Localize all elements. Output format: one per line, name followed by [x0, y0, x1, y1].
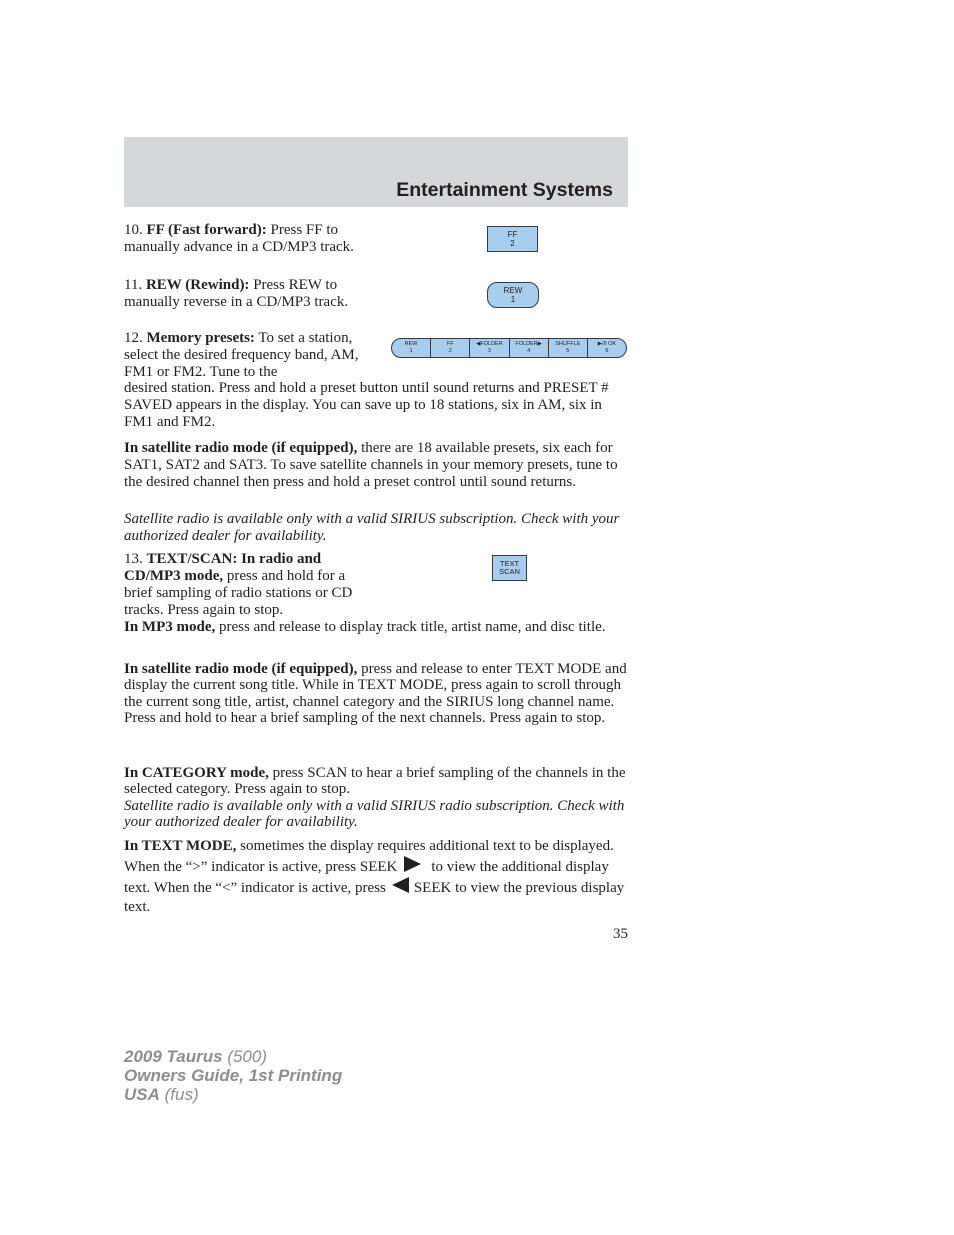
- preset-number: 6: [605, 348, 609, 354]
- sat-presets-paragraph: [124, 440, 627, 491]
- paragraph-lead: In MP3 mode,: [124, 619, 216, 635]
- paragraph-text: press and release to enter TEXT MODE and display the current song title. While in TEXT MODE, press again to scroll through the current song title, artist, channel category and the SIRIUS long channel name.: [124, 661, 627, 710]
- preset-number: 5: [566, 348, 570, 354]
- paragraph-text: press and release to display track title, artist name, and disc title.: [215, 619, 606, 635]
- preset-label: ▶/II OK: [597, 341, 617, 347]
- paragraph-lead: In satellite radio mode (if equipped),: [124, 440, 358, 456]
- footer-region-line: [124, 1085, 342, 1104]
- preset-cell: [430, 339, 469, 357]
- seek-back-icon: [392, 877, 409, 893]
- rew-button-label: REW: [503, 286, 523, 295]
- sat-subscription-note: Satellite radio is available only with a valid SIRIUS subscription. Check with your authorized dealer for availability.: [124, 511, 620, 544]
- item-number: 12.: [124, 330, 143, 346]
- footer-region: USA: [124, 1085, 160, 1104]
- item-term: FF (Fast forward):: [146, 222, 267, 238]
- paragraph-text: press SCAN to hear a brief sampling of the channels in the selected category. Press again to stop.: [124, 765, 626, 798]
- paragraph-lead: In satellite radio mode (if equipped),: [124, 661, 358, 677]
- rew-button-number: 1: [510, 295, 516, 304]
- paragraph-text: there are 18 available presets, six each for SAT1, SAT2 and SAT3. To save satellite channels in your memory presets, tune to the desired channel then press and hold a preset control until sound returns.: [124, 440, 618, 490]
- preset-number: 4: [527, 348, 531, 354]
- preset-label: ◀FOLDER: [476, 341, 503, 347]
- rew-button-icon: [487, 282, 539, 308]
- ff-button-label: FF: [507, 230, 518, 239]
- text-scan-label-top: TEXT: [499, 559, 520, 568]
- item-presets-continued: desired station. Press and hold a preset button until sound returns and PRESET # SAVED appears in the display. You can save up to 18 stations, six in AM, six in FM1 and FM2.: [124, 380, 609, 430]
- item-text: Press FF to manually advance in a CD/MP3 track.: [124, 222, 354, 255]
- footer-guide: Owners Guide, 1st Printing: [124, 1066, 343, 1085]
- text-scan-label-bottom: SCAN: [499, 567, 520, 576]
- preset-label: REW: [404, 341, 418, 347]
- preset-label: FOLDER▶: [515, 341, 542, 347]
- paragraph-text: sometimes the display requires additional text to be displayed. When the “>” indicator is active, press SEEK: [124, 838, 614, 875]
- item-ff-description: [124, 222, 374, 256]
- paragraph-lead: In TEXT MODE,: [124, 838, 237, 854]
- footer-model-line: [124, 1047, 342, 1066]
- item-term: REW (Rewind):: [145, 277, 250, 293]
- item-rew-description: [124, 277, 374, 311]
- text-mode-paragraph: [124, 837, 627, 917]
- sat-subscription-note: Satellite radio is available only with a valid SIRIUS radio subscription. Check with your authorized dealer for availability.: [124, 797, 625, 830]
- text-scan-button-icon: [492, 555, 527, 581]
- seek-forward-icon: [404, 856, 421, 872]
- footer-model: 2009 Taurus: [124, 1047, 223, 1066]
- sat-text-mode-paragraph: [124, 661, 627, 726]
- preset-cell: [469, 339, 508, 357]
- footer: [124, 1047, 342, 1104]
- section-title: Entertainment Systems: [396, 179, 613, 201]
- item-term: TEXT/SCAN: In radio and CD/MP3 mode,: [124, 551, 322, 584]
- item-text: To set a station, select the desired frequency band, AM, FM1 or FM2. Tune to the: [124, 330, 359, 380]
- item-term: Memory presets:: [146, 330, 255, 346]
- footer-model-code: (500): [222, 1047, 268, 1066]
- item-text-scan-description: [124, 551, 372, 619]
- item-presets-description: [124, 330, 376, 381]
- preset-cell: [509, 339, 548, 357]
- preset-cell: [548, 339, 587, 357]
- item-number: 13.: [124, 551, 143, 567]
- item-text: press and hold for a brief sampling of radio stations or CD tracks. Press again to stop.: [124, 568, 353, 618]
- paragraph-lead: In CATEGORY mode,: [124, 765, 269, 781]
- footer-guide-line: [124, 1066, 342, 1085]
- item-text: Press REW to manually reverse in a CD/MP3 track.: [124, 277, 349, 310]
- footer-region-code: (fus): [159, 1085, 199, 1104]
- category-mode-paragraph: [124, 765, 627, 830]
- preset-buttons-icon: [391, 338, 627, 358]
- item-number: 10.: [124, 222, 143, 238]
- paragraph-text-2: to view the additional display text. When the “<” indicator is active, press: [124, 859, 609, 896]
- paragraph-text-2: Press and hold to hear a brief sampling of the next channels. Press again to stop.: [124, 709, 606, 726]
- item-number: 11.: [124, 277, 143, 293]
- preset-number: 1: [409, 348, 413, 354]
- preset-label: SHUFFLE: [555, 341, 581, 347]
- preset-number: 2: [448, 348, 452, 354]
- ff-button-icon: [487, 226, 538, 252]
- page-number: 35: [613, 926, 628, 942]
- preset-label: FF: [446, 341, 454, 347]
- header-band: [124, 137, 628, 207]
- mp3-mode-paragraph: [124, 619, 627, 636]
- paragraph-text-3: SEEK to view the previous display text.: [124, 880, 625, 915]
- preset-cell: [587, 339, 626, 357]
- preset-cell: [392, 339, 430, 357]
- ff-button-number: 2: [510, 239, 515, 248]
- preset-number: 3: [487, 348, 491, 354]
